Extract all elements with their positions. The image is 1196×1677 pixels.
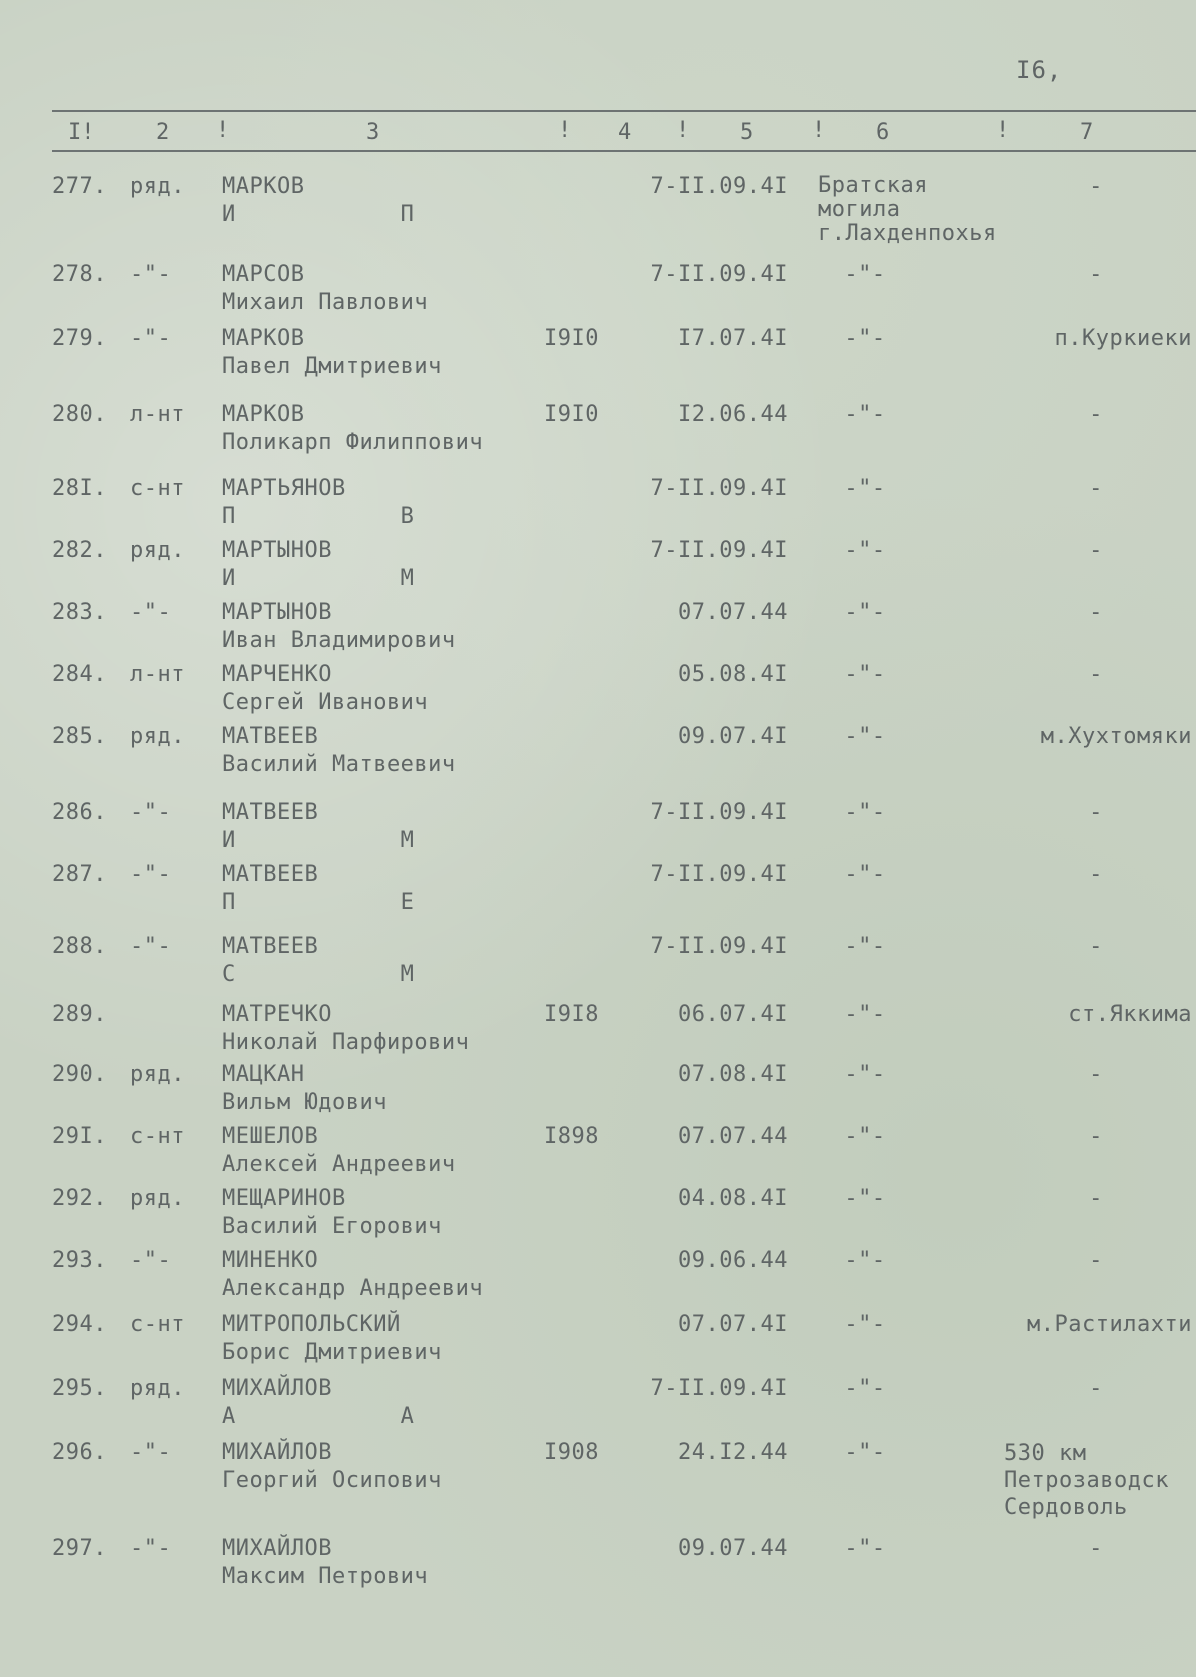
row-place: ст.Яккима bbox=[1068, 1002, 1192, 1027]
row-burial-place: -"- bbox=[844, 662, 886, 687]
row-burial-place: -"- bbox=[844, 262, 886, 287]
row-surname: МИНЕНКО bbox=[222, 1248, 319, 1273]
row-date: 7-II.09.4I bbox=[650, 174, 788, 199]
row-given-name: Василий Матвеевич bbox=[222, 752, 456, 777]
table-row bbox=[0, 1312, 1196, 1372]
row-rank: -"- bbox=[130, 800, 172, 825]
header-col-3: 3 bbox=[366, 120, 380, 145]
row-number: 296. bbox=[52, 1440, 107, 1465]
header-rule-top bbox=[52, 110, 1196, 112]
row-given-name: Павел Дмитриевич bbox=[222, 354, 442, 379]
row-place: - bbox=[1089, 262, 1103, 287]
row-rank: л-нт bbox=[130, 662, 185, 687]
table-row bbox=[0, 1440, 1196, 1520]
row-place: - bbox=[1089, 1124, 1103, 1149]
row-given-name: Вильм Юдович bbox=[222, 1090, 387, 1115]
row-number: 286. bbox=[52, 800, 107, 825]
row-surname: МАТВЕЕВ bbox=[222, 724, 319, 749]
row-date: 04.08.4I bbox=[678, 1186, 788, 1211]
row-date: I7.07.4I bbox=[678, 326, 788, 351]
row-number: 278. bbox=[52, 262, 107, 287]
row-rank: -"- bbox=[130, 1248, 172, 1273]
row-place: - bbox=[1089, 1062, 1103, 1087]
row-number: 285. bbox=[52, 724, 107, 749]
table-row bbox=[0, 1124, 1196, 1184]
row-place: м.Хухтомяки bbox=[1040, 724, 1192, 749]
row-date: 09.07.44 bbox=[678, 1536, 788, 1561]
row-number: 288. bbox=[52, 934, 107, 959]
row-surname: МАТРЕЧКО bbox=[222, 1002, 332, 1027]
row-rank: ряд. bbox=[130, 174, 185, 199]
header-col-2: 2 bbox=[156, 120, 170, 145]
row-given-name: Борис Дмитриевич bbox=[222, 1340, 442, 1365]
row-rank: л-нт bbox=[130, 402, 185, 427]
row-number: 277. bbox=[52, 174, 107, 199]
table-row bbox=[0, 1002, 1196, 1062]
row-place: - bbox=[1089, 1248, 1103, 1273]
row-surname: МЕЩАРИНОВ bbox=[222, 1186, 346, 1211]
row-number: 293. bbox=[52, 1248, 107, 1273]
row-rank: ряд. bbox=[130, 724, 185, 749]
row-rank: ряд. bbox=[130, 1062, 185, 1087]
row-birth-year: I9I8 bbox=[544, 1002, 599, 1027]
row-surname: МАРТЫНОВ bbox=[222, 600, 332, 625]
row-burial-place: -"- bbox=[844, 1062, 886, 1087]
row-birth-year: I9I0 bbox=[544, 326, 599, 351]
table-row bbox=[0, 326, 1196, 386]
row-place: - bbox=[1089, 934, 1103, 959]
row-given-name: Георгий Осипович bbox=[222, 1468, 442, 1493]
table-row bbox=[0, 402, 1196, 462]
row-burial-place: -"- bbox=[844, 862, 886, 887]
row-surname: МИХАЙЛОВ bbox=[222, 1376, 332, 1401]
header-col-4: 4 bbox=[618, 120, 632, 145]
table-row bbox=[0, 173, 1196, 246]
table-row bbox=[0, 862, 1196, 922]
row-burial-place: -"- bbox=[844, 600, 886, 625]
row-burial-place: -"- bbox=[844, 402, 886, 427]
row-burial-place: -"- bbox=[844, 934, 886, 959]
row-place: - bbox=[1089, 1186, 1103, 1211]
row-date: 7-II.09.4I bbox=[650, 538, 788, 563]
table-row bbox=[0, 662, 1196, 722]
row-rank: -"- bbox=[130, 1536, 172, 1561]
row-given-name: Николай Парфирович bbox=[222, 1030, 470, 1055]
row-place: - bbox=[1089, 538, 1103, 563]
header-sep: ! bbox=[996, 118, 1010, 143]
row-place: - bbox=[1089, 174, 1103, 199]
row-given-name: П В bbox=[222, 504, 415, 529]
header-rule-bottom bbox=[52, 150, 1196, 152]
row-place: - bbox=[1089, 862, 1103, 887]
row-rank: -"- bbox=[130, 326, 172, 351]
row-date: 05.08.4I bbox=[678, 662, 788, 687]
row-burial-place: -"- bbox=[844, 1440, 886, 1465]
row-date: 07.07.44 bbox=[678, 1124, 788, 1149]
row-burial-place: -"- bbox=[844, 476, 886, 501]
row-given-name: Алексей Андреевич bbox=[222, 1152, 456, 1177]
row-burial-place: -"- bbox=[844, 538, 886, 563]
row-place: - bbox=[1089, 1536, 1103, 1561]
row-given-name: Иван Владимирович bbox=[222, 628, 456, 653]
row-rank: -"- bbox=[130, 862, 172, 887]
row-date: 09.06.44 bbox=[678, 1248, 788, 1273]
row-burial-place: -"- bbox=[844, 1248, 886, 1273]
header-sep: ! bbox=[812, 118, 826, 143]
row-given-name: Александр Андреевич bbox=[222, 1276, 484, 1301]
row-burial-place: -"- bbox=[844, 724, 886, 749]
row-place: - bbox=[1089, 476, 1103, 501]
row-place: - bbox=[1089, 600, 1103, 625]
header-col-1: I! bbox=[68, 120, 95, 145]
row-number: 297. bbox=[52, 1536, 107, 1561]
header-sep: ! bbox=[558, 118, 572, 143]
table-row bbox=[0, 800, 1196, 860]
row-number: 294. bbox=[52, 1312, 107, 1337]
header-col-5: 5 bbox=[740, 120, 754, 145]
row-surname: МАТВЕЕВ bbox=[222, 934, 319, 959]
row-given-name: И М bbox=[222, 566, 415, 591]
row-given-name: П Е bbox=[222, 890, 415, 915]
row-rank: ряд. bbox=[130, 538, 185, 563]
row-number: 287. bbox=[52, 862, 107, 887]
row-place: - bbox=[1089, 662, 1103, 687]
row-rank: с-нт bbox=[130, 476, 185, 501]
table-row bbox=[0, 934, 1196, 994]
row-surname: МИХАЙЛОВ bbox=[222, 1536, 332, 1561]
header-sep: ! bbox=[216, 118, 230, 143]
row-given-name: Михаил Павлович bbox=[222, 290, 429, 315]
table-row bbox=[0, 262, 1196, 322]
table-row bbox=[0, 538, 1196, 598]
row-burial-place: -"- bbox=[844, 1376, 886, 1401]
row-rank: с-нт bbox=[130, 1124, 185, 1149]
row-burial-place: -"- bbox=[844, 1312, 886, 1337]
row-date: 7-II.09.4I bbox=[650, 1376, 788, 1401]
row-burial-place: -"- bbox=[844, 1186, 886, 1211]
header-sep: ! bbox=[676, 118, 690, 143]
row-surname: МИТРОПОЛЬСКИЙ bbox=[222, 1312, 401, 1337]
page-number: I6, bbox=[1016, 56, 1063, 84]
row-birth-year: I898 bbox=[544, 1124, 599, 1149]
table-row bbox=[0, 1536, 1196, 1596]
header-col-7: 7 bbox=[1080, 120, 1094, 145]
row-number: 284. bbox=[52, 662, 107, 687]
table-row bbox=[0, 1186, 1196, 1246]
row-surname: МАЦКАН bbox=[222, 1062, 305, 1087]
row-rank: -"- bbox=[130, 934, 172, 959]
row-date: 7-II.09.4I bbox=[650, 476, 788, 501]
row-rank: -"- bbox=[130, 262, 172, 287]
row-burial-place: -"- bbox=[844, 800, 886, 825]
row-surname: МАРЧЕНКО bbox=[222, 662, 332, 687]
row-rank: -"- bbox=[130, 1440, 172, 1465]
row-surname: МИХАЙЛОВ bbox=[222, 1440, 332, 1465]
row-given-name: С М bbox=[222, 962, 415, 987]
row-date: 7-II.09.4I bbox=[650, 262, 788, 287]
row-number: 292. bbox=[52, 1186, 107, 1211]
row-number: 279. bbox=[52, 326, 107, 351]
header-col-6: 6 bbox=[876, 120, 890, 145]
row-surname: МАТВЕЕВ bbox=[222, 800, 319, 825]
row-surname: МЕШЕЛОВ bbox=[222, 1124, 319, 1149]
row-date: 07.08.4I bbox=[678, 1062, 788, 1087]
row-burial-place: -"- bbox=[844, 326, 886, 351]
row-number: 290. bbox=[52, 1062, 107, 1087]
table-row bbox=[0, 1248, 1196, 1308]
row-surname: МАРКОВ bbox=[222, 174, 305, 199]
row-given-name: И М bbox=[222, 828, 415, 853]
row-number: 289. bbox=[52, 1002, 107, 1027]
row-given-name: А А bbox=[222, 1404, 415, 1429]
row-date: 06.07.4I bbox=[678, 1002, 788, 1027]
row-place: м.Растилахти bbox=[1027, 1312, 1192, 1337]
row-number: 280. bbox=[52, 402, 107, 427]
row-rank: ряд. bbox=[130, 1376, 185, 1401]
row-place: 530 км Петрозаводск Сердоволь bbox=[1004, 1441, 1169, 1520]
row-given-name: И П bbox=[222, 202, 415, 227]
row-given-name: Максим Петрович bbox=[222, 1564, 429, 1589]
row-surname: МАРТЬЯНОВ bbox=[222, 476, 346, 501]
row-rank: -"- bbox=[130, 600, 172, 625]
table-row bbox=[0, 476, 1196, 536]
row-number: 29I. bbox=[52, 1124, 107, 1149]
row-surname: МАТВЕЕВ bbox=[222, 862, 319, 887]
row-birth-year: I908 bbox=[544, 1440, 599, 1465]
row-surname: МАРТЫНОВ bbox=[222, 538, 332, 563]
table-row bbox=[0, 1062, 1196, 1122]
row-rank: ряд. bbox=[130, 1186, 185, 1211]
row-burial-place: -"- bbox=[844, 1536, 886, 1561]
row-date: 7-II.09.4I bbox=[650, 934, 788, 959]
row-number: 295. bbox=[52, 1376, 107, 1401]
row-surname: МАРКОВ bbox=[222, 402, 305, 427]
row-surname: МАРСОВ bbox=[222, 262, 305, 287]
row-date: 07.07.44 bbox=[678, 600, 788, 625]
row-birth-year: I9I0 bbox=[544, 402, 599, 427]
table-row bbox=[0, 724, 1196, 784]
table-row bbox=[0, 600, 1196, 660]
row-number: 28I. bbox=[52, 476, 107, 501]
row-date: 7-II.09.4I bbox=[650, 862, 788, 887]
row-place: п.Куркиеки bbox=[1054, 326, 1192, 351]
row-date: I2.06.44 bbox=[678, 402, 788, 427]
row-date: 24.I2.44 bbox=[678, 1440, 788, 1465]
table-row bbox=[0, 1376, 1196, 1436]
row-surname: МАРКОВ bbox=[222, 326, 305, 351]
row-place: - bbox=[1089, 800, 1103, 825]
row-date: 7-II.09.4I bbox=[650, 800, 788, 825]
row-number: 282. bbox=[52, 538, 107, 563]
row-burial-place: Братская могила г.Лахденпохья bbox=[818, 173, 997, 246]
row-given-name: Сергей Иванович bbox=[222, 690, 429, 715]
row-burial-place: -"- bbox=[844, 1124, 886, 1149]
row-date: 09.07.4I bbox=[678, 724, 788, 749]
row-place: - bbox=[1089, 402, 1103, 427]
row-place: - bbox=[1089, 1376, 1103, 1401]
row-rank: с-нт bbox=[130, 1312, 185, 1337]
row-number: 283. bbox=[52, 600, 107, 625]
row-burial-place: -"- bbox=[844, 1002, 886, 1027]
row-given-name: Василий Егорович bbox=[222, 1214, 442, 1239]
row-date: 07.07.4I bbox=[678, 1312, 788, 1337]
row-given-name: Поликарп Филиппович bbox=[222, 430, 484, 455]
